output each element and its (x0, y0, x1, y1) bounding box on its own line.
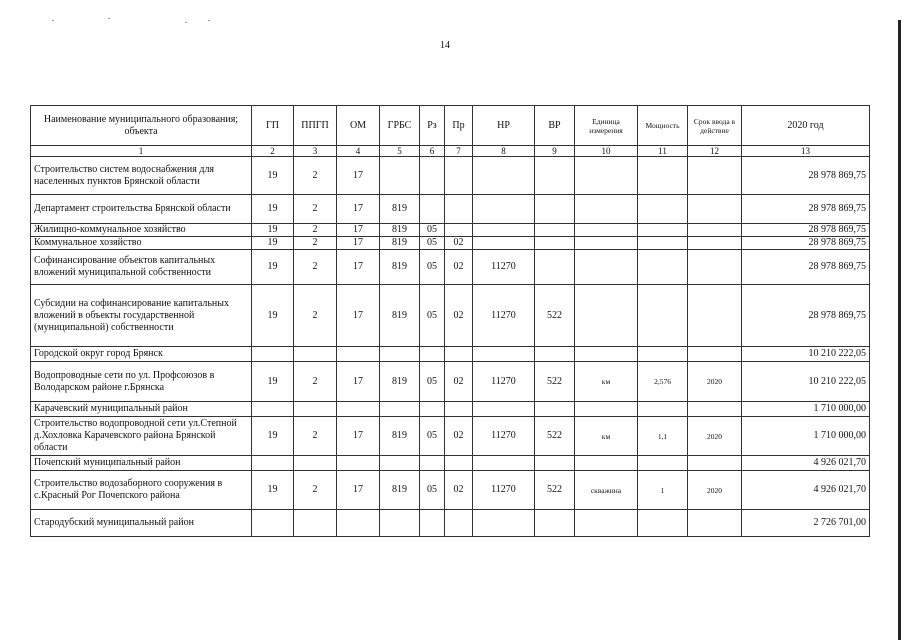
header-year: 2020 год (742, 106, 870, 146)
cell-nr (473, 157, 535, 195)
header-term: Срок ввода в действие (688, 106, 742, 146)
cell-gp (252, 402, 294, 417)
cell-om (337, 347, 380, 362)
cell-vr (535, 347, 575, 362)
cell-unit (575, 157, 638, 195)
cell-om: 17 (337, 250, 380, 285)
cell-capacity (638, 285, 688, 347)
table-row (31, 402, 870, 417)
cell-capacity (638, 402, 688, 417)
cell-amount: 2 726 701,00 (742, 510, 870, 537)
cell-name: Стародубский муниципальный район (31, 510, 252, 537)
cell-name: Коммунальное хозяйство (31, 237, 252, 250)
table-row (31, 285, 870, 347)
header-grbs: ГРБС (380, 106, 420, 146)
cell-rz (420, 347, 445, 362)
cell-amount: 1 710 000,00 (742, 417, 870, 456)
cell-vr (535, 456, 575, 471)
cell-nr: 11270 (473, 285, 535, 347)
cell-grbs: 819 (380, 285, 420, 347)
cell-capacity (638, 237, 688, 250)
cell-gp (252, 347, 294, 362)
header-rz: Рз (420, 106, 445, 146)
cell-term: 2020 (688, 362, 742, 402)
header-name: Наименование муниципального образования; объекта (31, 106, 252, 146)
header-row (31, 106, 870, 146)
cell-amount: 28 978 869,75 (742, 224, 870, 237)
cell-unit (575, 237, 638, 250)
cell-name: Почепский муниципальный район (31, 456, 252, 471)
table-row (31, 456, 870, 471)
cell-ppgp (294, 510, 337, 537)
table-row (31, 347, 870, 362)
cell-term (688, 402, 742, 417)
table-row (31, 417, 870, 456)
cell-pr (445, 347, 473, 362)
cell-rz: 05 (420, 250, 445, 285)
cell-term (688, 285, 742, 347)
cell-grbs: 819 (380, 237, 420, 250)
scan-edge-line (898, 20, 901, 640)
cell-name: Строительство водозаборного сооружения в с.Красный Рог Почепского района (31, 471, 252, 510)
page-number: 14 (440, 40, 450, 51)
cell-nr (473, 402, 535, 417)
column-number: 13 (742, 146, 870, 157)
cell-vr: 522 (535, 417, 575, 456)
cell-capacity: 2,576 (638, 362, 688, 402)
cell-name: Строительство систем водоснабжения для населенных пунктов Брянской области (31, 157, 252, 195)
cell-om: 17 (337, 471, 380, 510)
cell-unit (575, 510, 638, 537)
cell-nr (473, 237, 535, 250)
cell-ppgp: 2 (294, 195, 337, 224)
cell-capacity (638, 456, 688, 471)
cell-rz: 05 (420, 362, 445, 402)
cell-nr: 11270 (473, 471, 535, 510)
table-row (31, 157, 870, 195)
cell-pr: 02 (445, 471, 473, 510)
column-number: 12 (688, 146, 742, 157)
cell-rz (420, 510, 445, 537)
cell-grbs: 819 (380, 417, 420, 456)
column-number: 5 (380, 146, 420, 157)
cell-om: 17 (337, 417, 380, 456)
header-pr: Пр (445, 106, 473, 146)
cell-amount: 28 978 869,75 (742, 237, 870, 250)
cell-ppgp (294, 456, 337, 471)
table-row (31, 237, 870, 250)
cell-om: 17 (337, 224, 380, 237)
cell-name: Карачевский муниципальный район (31, 402, 252, 417)
cell-rz (420, 157, 445, 195)
cell-rz: 05 (420, 237, 445, 250)
cell-unit: скважина (575, 471, 638, 510)
cell-nr (473, 510, 535, 537)
cell-rz: 05 (420, 471, 445, 510)
cell-ppgp (294, 402, 337, 417)
cell-unit (575, 347, 638, 362)
cell-term (688, 510, 742, 537)
cell-rz (420, 456, 445, 471)
cell-pr: 02 (445, 250, 473, 285)
cell-grbs: 819 (380, 224, 420, 237)
cell-om: 17 (337, 362, 380, 402)
cell-pr: 02 (445, 362, 473, 402)
cell-amount: 1 710 000,00 (742, 402, 870, 417)
column-number: 8 (473, 146, 535, 157)
cell-unit (575, 402, 638, 417)
cell-amount: 28 978 869,75 (742, 195, 870, 224)
header-vr: ВР (535, 106, 575, 146)
column-number: 11 (638, 146, 688, 157)
cell-gp (252, 456, 294, 471)
header-ppgp: ППГП (294, 106, 337, 146)
cell-gp (252, 510, 294, 537)
cell-gp: 19 (252, 157, 294, 195)
cell-pr: 02 (445, 237, 473, 250)
cell-ppgp (294, 347, 337, 362)
table-row (31, 510, 870, 537)
cell-term (688, 237, 742, 250)
cell-gp: 19 (252, 237, 294, 250)
cell-nr: 11270 (473, 417, 535, 456)
cell-vr (535, 195, 575, 224)
cell-om (337, 456, 380, 471)
cell-amount: 4 926 021,70 (742, 456, 870, 471)
cell-pr (445, 157, 473, 195)
cell-grbs (380, 347, 420, 362)
cell-vr (535, 157, 575, 195)
cell-capacity (638, 157, 688, 195)
column-number: 7 (445, 146, 473, 157)
scan-speck (108, 18, 110, 19)
cell-vr: 522 (535, 471, 575, 510)
cell-grbs (380, 402, 420, 417)
header-nr: НР (473, 106, 535, 146)
cell-grbs: 819 (380, 250, 420, 285)
cell-ppgp: 2 (294, 157, 337, 195)
cell-name: Департамент строительства Брянской области (31, 195, 252, 224)
cell-om: 17 (337, 157, 380, 195)
cell-vr: 522 (535, 285, 575, 347)
cell-grbs (380, 157, 420, 195)
cell-amount: 4 926 021,70 (742, 471, 870, 510)
cell-term (688, 347, 742, 362)
cell-pr (445, 456, 473, 471)
table-row (31, 250, 870, 285)
table-row (31, 362, 870, 402)
header-unit: Единица измерения (575, 106, 638, 146)
cell-unit (575, 195, 638, 224)
header-om: ОМ (337, 106, 380, 146)
cell-nr (473, 456, 535, 471)
cell-amount: 10 210 222,05 (742, 347, 870, 362)
cell-nr (473, 347, 535, 362)
cell-unit: км (575, 417, 638, 456)
cell-om: 17 (337, 285, 380, 347)
cell-vr (535, 402, 575, 417)
cell-gp: 19 (252, 195, 294, 224)
cell-pr (445, 195, 473, 224)
cell-rz: 05 (420, 417, 445, 456)
cell-unit (575, 285, 638, 347)
column-number: 10 (575, 146, 638, 157)
cell-pr (445, 510, 473, 537)
cell-capacity (638, 195, 688, 224)
column-number: 1 (31, 146, 252, 157)
cell-pr (445, 402, 473, 417)
cell-capacity (638, 224, 688, 237)
cell-om: 17 (337, 195, 380, 224)
cell-vr (535, 224, 575, 237)
cell-capacity (638, 250, 688, 285)
cell-ppgp: 2 (294, 237, 337, 250)
cell-grbs: 819 (380, 362, 420, 402)
table-row (31, 195, 870, 224)
cell-ppgp: 2 (294, 250, 337, 285)
cell-grbs (380, 510, 420, 537)
cell-rz (420, 402, 445, 417)
cell-term (688, 157, 742, 195)
cell-amount: 28 978 869,75 (742, 285, 870, 347)
cell-nr (473, 195, 535, 224)
cell-term (688, 250, 742, 285)
cell-grbs: 819 (380, 195, 420, 224)
cell-rz: 05 (420, 224, 445, 237)
scan-speck (208, 20, 210, 21)
budget-table (30, 105, 870, 537)
column-number: 6 (420, 146, 445, 157)
cell-nr: 11270 (473, 250, 535, 285)
cell-rz (420, 195, 445, 224)
cell-ppgp: 2 (294, 285, 337, 347)
cell-pr (445, 224, 473, 237)
cell-amount: 28 978 869,75 (742, 250, 870, 285)
column-number: 3 (294, 146, 337, 157)
table-row (31, 471, 870, 510)
scan-speck (185, 22, 187, 23)
scan-speck (52, 20, 54, 21)
cell-name: Субсидии на софинансирование капитальных вложений в объекты государственной (муниципальной) собственности (31, 285, 252, 347)
cell-unit (575, 250, 638, 285)
cell-name: Софинансирование объектов капитальных вложений муниципальной собственности (31, 250, 252, 285)
cell-om (337, 402, 380, 417)
table-row (31, 224, 870, 237)
cell-ppgp: 2 (294, 362, 337, 402)
cell-vr (535, 510, 575, 537)
cell-amount: 28 978 869,75 (742, 157, 870, 195)
header-gp: ГП (252, 106, 294, 146)
cell-om (337, 510, 380, 537)
cell-grbs (380, 456, 420, 471)
cell-name: Строительство водопроводной сети ул.Степной д.Хохловка Карачевского района Брянской области (31, 417, 252, 456)
cell-name: Жилищно-коммунальное хозяйство (31, 224, 252, 237)
cell-ppgp: 2 (294, 224, 337, 237)
cell-gp: 19 (252, 362, 294, 402)
cell-om: 17 (337, 237, 380, 250)
cell-term (688, 195, 742, 224)
cell-unit: км (575, 362, 638, 402)
cell-name: Городской округ город Брянск (31, 347, 252, 362)
cell-nr: 11270 (473, 362, 535, 402)
cell-pr: 02 (445, 417, 473, 456)
cell-nr (473, 224, 535, 237)
cell-gp: 19 (252, 250, 294, 285)
cell-vr (535, 250, 575, 285)
cell-unit (575, 456, 638, 471)
cell-gp: 19 (252, 285, 294, 347)
cell-rz: 05 (420, 285, 445, 347)
cell-gp: 19 (252, 224, 294, 237)
cell-term (688, 224, 742, 237)
cell-term: 2020 (688, 417, 742, 456)
cell-ppgp: 2 (294, 417, 337, 456)
cell-pr: 02 (445, 285, 473, 347)
column-number-row (31, 146, 870, 157)
column-number: 4 (337, 146, 380, 157)
cell-name: Водопроводные сети по ул. Профсоюзов в Володарском районе г.Брянска (31, 362, 252, 402)
cell-vr: 522 (535, 362, 575, 402)
header-capacity: Мощность (638, 106, 688, 146)
cell-gp: 19 (252, 417, 294, 456)
cell-amount: 10 210 222,05 (742, 362, 870, 402)
cell-term: 2020 (688, 471, 742, 510)
cell-vr (535, 237, 575, 250)
cell-unit (575, 224, 638, 237)
cell-gp: 19 (252, 471, 294, 510)
column-number: 9 (535, 146, 575, 157)
cell-term (688, 456, 742, 471)
cell-capacity (638, 347, 688, 362)
cell-grbs: 819 (380, 471, 420, 510)
cell-capacity: 1,1 (638, 417, 688, 456)
column-number: 2 (252, 146, 294, 157)
cell-capacity: 1 (638, 471, 688, 510)
cell-capacity (638, 510, 688, 537)
cell-ppgp: 2 (294, 471, 337, 510)
